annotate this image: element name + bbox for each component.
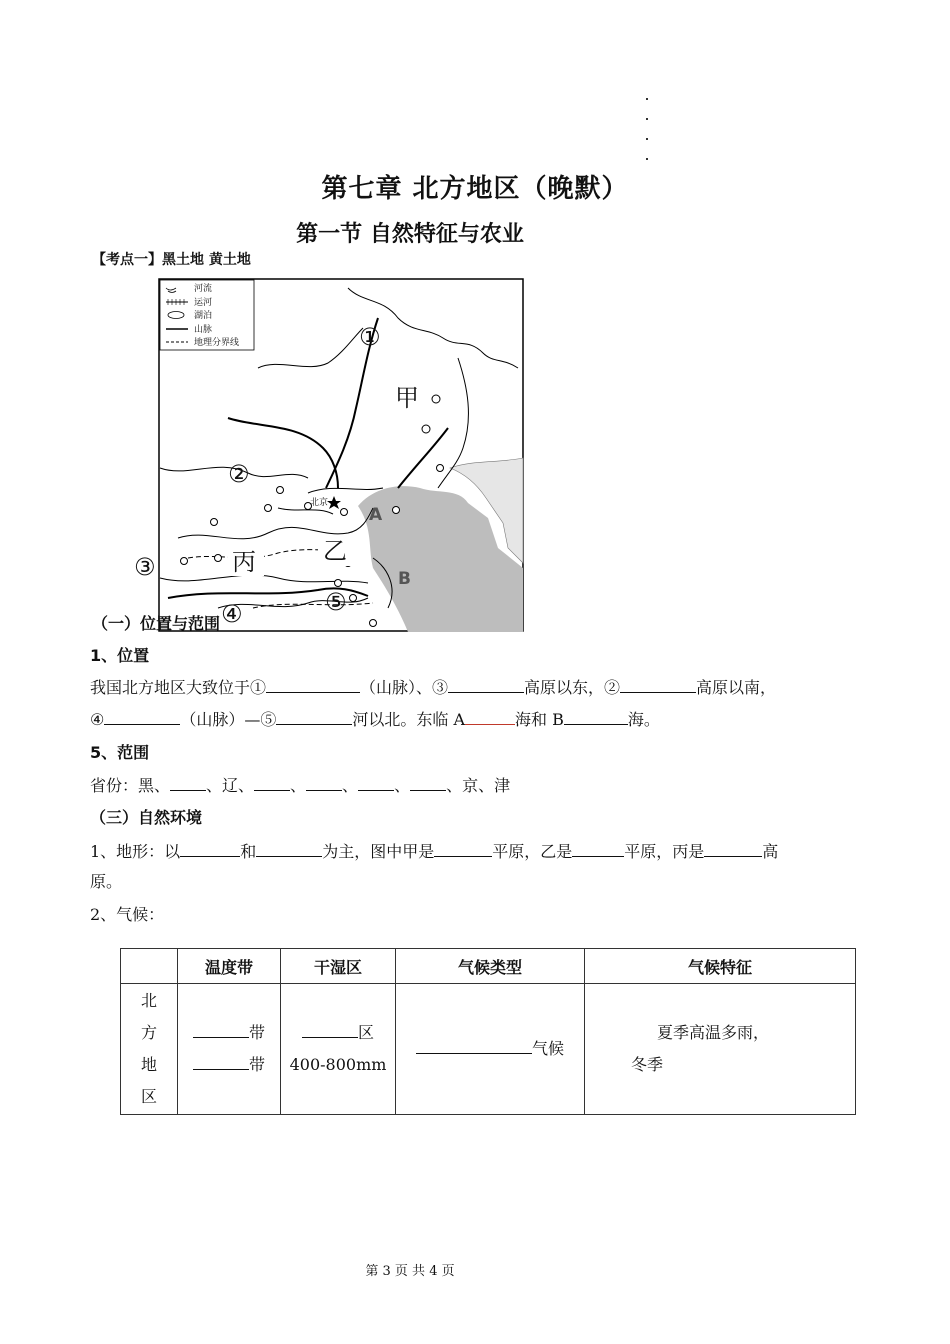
- blank-province-4[interactable]: [358, 772, 394, 791]
- blank-plain-jia[interactable]: [434, 838, 492, 857]
- climate-label: 2、气候：: [90, 905, 165, 924]
- margin-dots: [646, 98, 652, 178]
- table-cell-climate-type: 气候: [396, 984, 585, 1115]
- map-number-3-outer: ③: [134, 553, 156, 581]
- blank-climate-type[interactable]: [416, 1035, 532, 1054]
- table-header-climate-type: 气候类型: [396, 949, 585, 984]
- blank-temp-1[interactable]: [193, 1019, 249, 1038]
- map-number-1: ①: [359, 323, 381, 351]
- blank-plateau-bing[interactable]: [704, 838, 762, 857]
- chapter-title: 第七章 北方地区（晚默）: [321, 174, 629, 204]
- page-footer: 第 3 页 共 4 页: [365, 1264, 455, 1279]
- blank-terrain-2[interactable]: [256, 838, 322, 857]
- climate-table: [120, 948, 856, 1115]
- blank-province-3[interactable]: [306, 772, 342, 791]
- blank-province-2[interactable]: [254, 772, 290, 791]
- table-row: [121, 984, 856, 1115]
- blank-wet[interactable]: [302, 1019, 358, 1038]
- table-header-wet: 干湿区: [281, 949, 396, 984]
- blank-mountain-4[interactable]: [104, 706, 180, 725]
- blank-plain-yi[interactable]: [572, 838, 624, 857]
- map-label-sea-a: A: [369, 505, 383, 525]
- range-subheading: 5、范围: [90, 743, 150, 762]
- blank-province-1[interactable]: [170, 772, 206, 791]
- table-cell-region: 北 方 地 区: [121, 984, 178, 1115]
- legend-canal: 运河: [194, 298, 213, 308]
- table-header-temp: 温度带: [178, 949, 281, 984]
- table-cell-wet: 区 400-800mm: [281, 984, 396, 1115]
- blank-temp-2[interactable]: [193, 1051, 249, 1070]
- legend-lake: 湖泊: [194, 311, 213, 321]
- map-beijing: 北京: [310, 498, 329, 508]
- table-header-climate-feature: 气候特征: [585, 949, 856, 984]
- section-title: 第一节 自然特征与农业: [296, 222, 524, 247]
- environment-heading: （三）自然环境: [90, 808, 203, 827]
- blank-sea-b[interactable]: [564, 706, 628, 725]
- table-header-blank: [121, 949, 178, 984]
- location-subheading: 1、位置: [90, 646, 150, 665]
- map-legend: [160, 280, 254, 350]
- map-number-2: ②: [228, 460, 250, 488]
- section-location-heading: （一）位置与范围: [92, 614, 221, 633]
- blank-plateau-2[interactable]: [620, 674, 696, 693]
- blank-terrain-1[interactable]: [180, 838, 240, 857]
- map-label-jia: 甲: [395, 384, 419, 412]
- legend-mountain: 山脉: [194, 325, 213, 335]
- map-label-bing: 丙: [232, 548, 256, 576]
- terrain-line-2: 原。: [90, 872, 123, 891]
- exam-point-heading: 【考点一】黑土地 黄土地: [92, 252, 251, 268]
- terrain-line: 1、地形：以 和 为主，图中甲是 平原，乙是 平原，丙是 高: [90, 838, 778, 864]
- location-line-1: 我国北方地区大致位于① （山脉）、③ 高原以东，② 高原以南，: [90, 674, 776, 700]
- north-china-map: [158, 278, 524, 632]
- location-line-2: ④ （山脉）—⑤ 河以北。东临 A 海和 B 海。: [90, 706, 660, 732]
- blank-river-5[interactable]: [276, 706, 352, 725]
- map-number-4: ④: [221, 600, 243, 628]
- blank-plateau-3[interactable]: [448, 674, 524, 693]
- provinces-line: 省份：黑、 、辽、 、 、 、 、京、津: [90, 772, 510, 798]
- table-cell-feature: 夏季高温多雨， 冬季: [585, 984, 856, 1115]
- blank-mountain-1[interactable]: [266, 674, 360, 693]
- map-number-5: ⑤: [325, 588, 347, 616]
- map-label-sea-b: B: [398, 569, 411, 589]
- blank-province-5[interactable]: [410, 772, 446, 791]
- legend-river: 河流: [194, 284, 213, 294]
- blank-sea-a[interactable]: [465, 706, 515, 725]
- table-cell-temp: 带 带: [178, 984, 281, 1115]
- map-label-yi: 乙: [323, 537, 347, 565]
- legend-boundary: 地理分界线: [194, 338, 240, 348]
- table-header-row: [121, 949, 856, 984]
